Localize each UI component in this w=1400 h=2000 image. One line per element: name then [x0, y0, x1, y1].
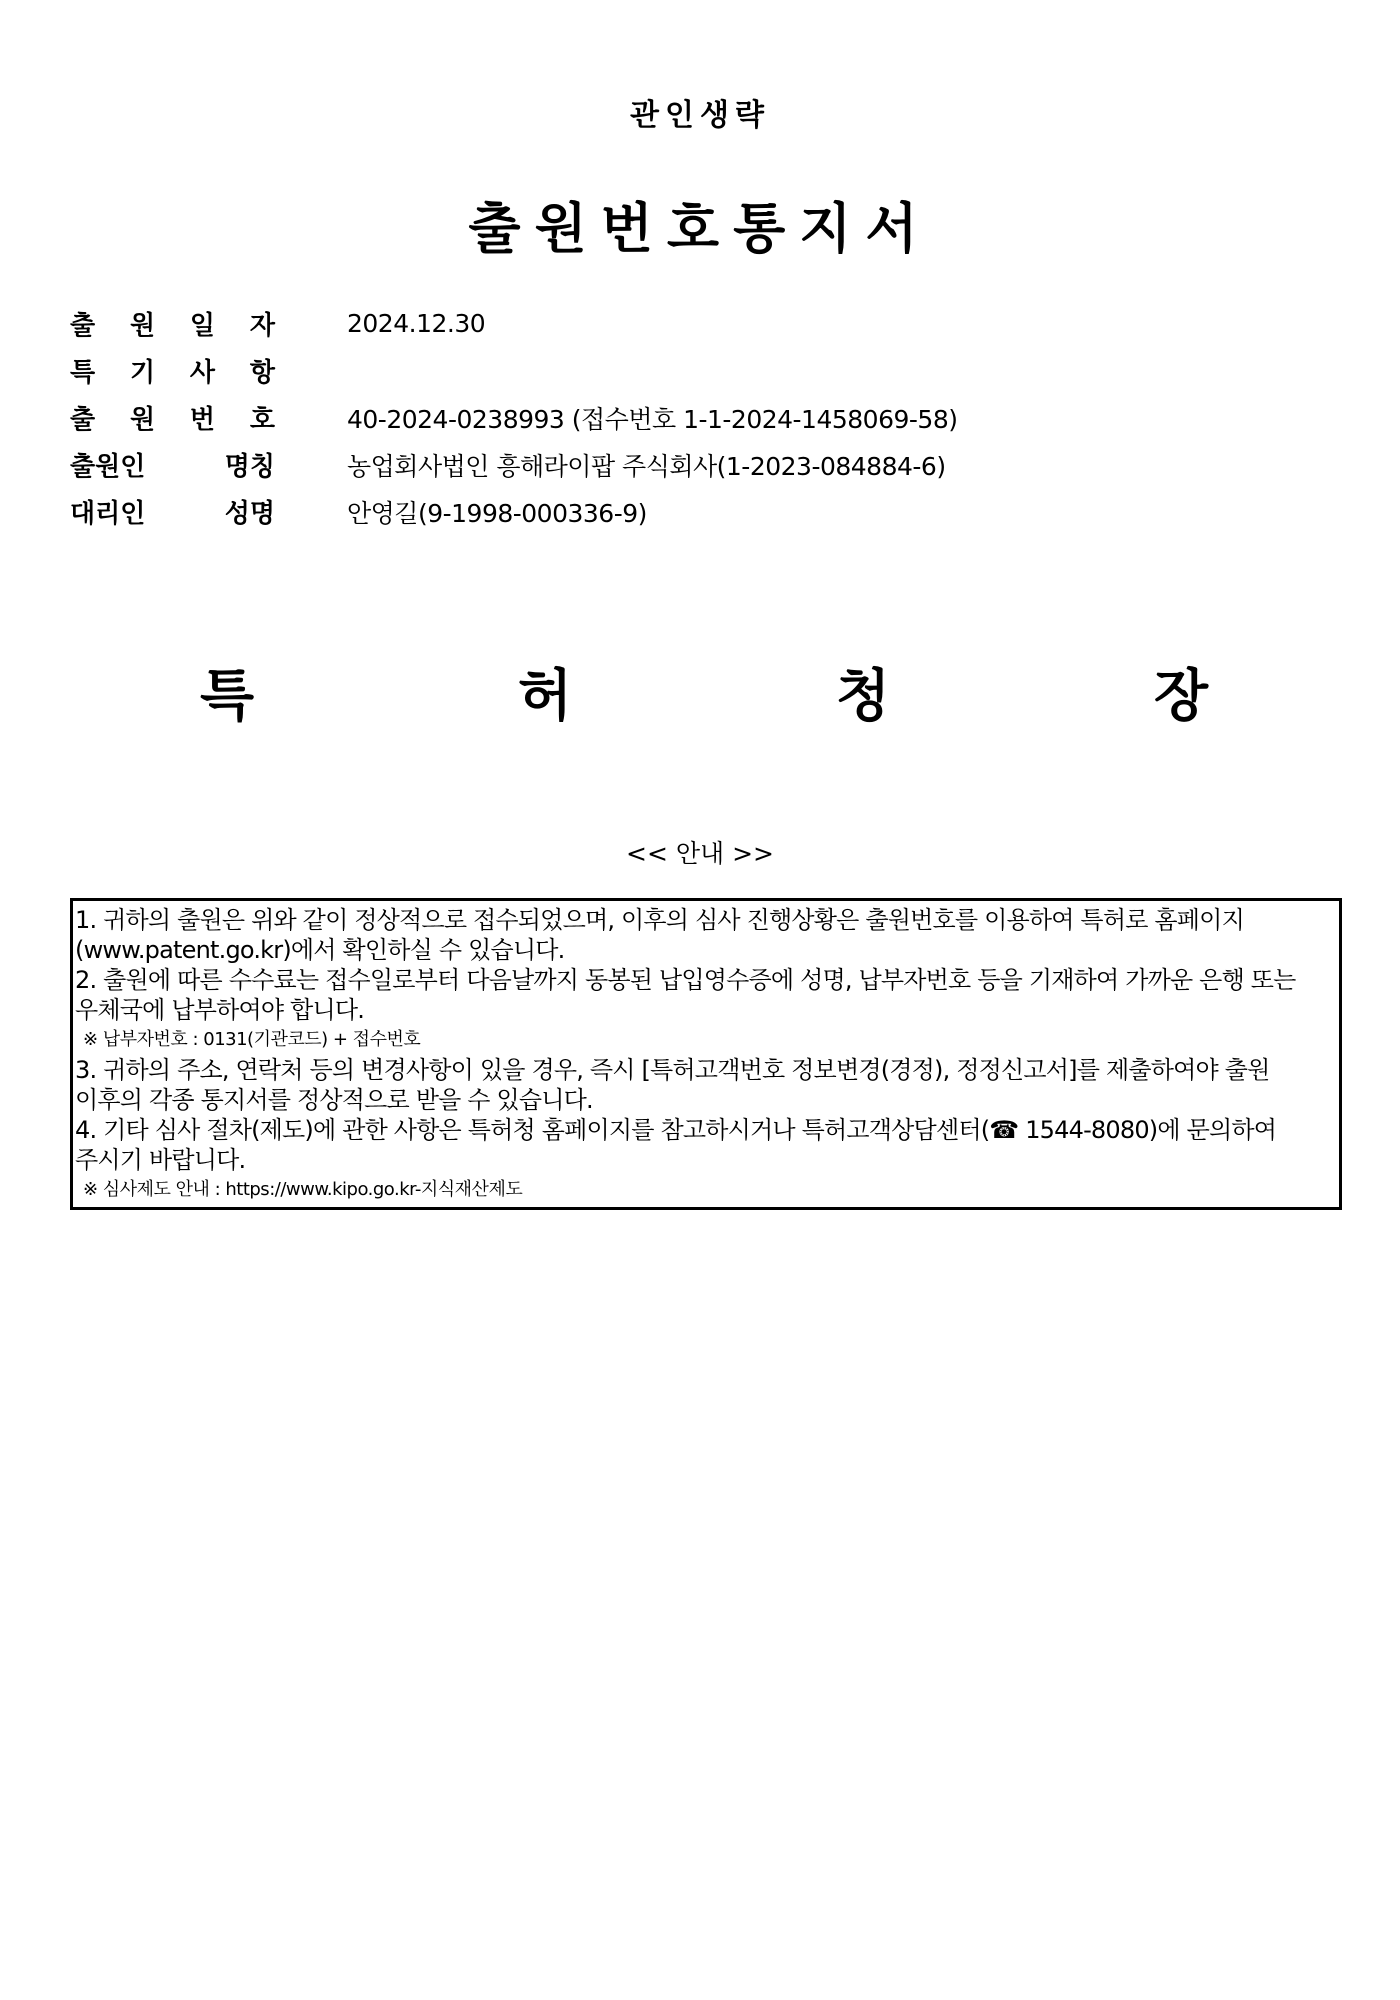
info-label: 출원인 명칭	[70, 452, 275, 482]
notice-item: 2. 출원에 따른 수수료는 접수일로부터 다음날까지 동봉된 납입영수증에 성명, 납부자번호 등을 기재하여 가까운 은행 또는 우체국에 납부하여야 합니다.	[75, 966, 1296, 1024]
application-number-value: 40-2024-0238993 (접수번호 1-1-2024-1458069-58)	[347, 404, 958, 434]
info-label: 특 기 사 항	[70, 358, 275, 388]
issuer-title	[0, 652, 1400, 729]
issuer-char: 장	[1154, 664, 1209, 729]
filing-date-value: 2024.12.30	[347, 309, 486, 338]
info-row-filing-date	[70, 300, 1330, 347]
notice-box	[70, 898, 1342, 1210]
issuer-char: 허	[518, 664, 573, 729]
omit-seal-text: 관인생략	[630, 98, 770, 133]
info-label: 대리인 성명	[70, 499, 275, 529]
application-info-table	[70, 300, 1330, 535]
issuer-char: 청	[836, 664, 891, 729]
info-row-special-notes	[70, 347, 1330, 394]
document-title: 출원번호통지서	[468, 197, 932, 260]
info-row-agent-name	[70, 488, 1330, 535]
applicant-name-value: 농업회사법인 흥해라이팝 주식회사(1-2023-084884-6)	[347, 451, 946, 481]
info-row-applicant-name	[70, 441, 1330, 488]
notice-subnote: ※ 납부자번호 : 0131(기관코드) + 접수번호	[83, 1029, 421, 1050]
notice-subnote: ※ 심사제도 안내 : https://www.kipo.go.kr-지식재산제도	[83, 1179, 523, 1200]
info-label: 출 원 일 자	[70, 311, 275, 341]
notice-item: 4. 기타 심사 절차(제도)에 관한 사항은 특허청 홈페이지를 참고하시거나 특허고객상담센터(☎ 1544-8080)에 문의하여 주시기 바랍니다.	[75, 1116, 1277, 1174]
issuer-char: 특	[200, 664, 255, 729]
agent-name-value: 안영길(9-1998-000336-9)	[347, 498, 647, 528]
info-label: 출 원 번 호	[70, 405, 275, 435]
info-row-application-number	[70, 394, 1330, 441]
notice-item: 1. 귀하의 출원은 위와 같이 정상적으로 접수되었으며, 이후의 심사 진행상황은 출원번호를 이용하여 특허로 홈페이지(www.patent.go.kr)에서 확인하실 수 있습니다.	[75, 906, 1244, 964]
notice-heading: << 안내 >>	[626, 839, 774, 868]
notice-item: 3. 귀하의 주소, 연락처 등의 변경사항이 있을 경우, 즉시 [특허고객번호 정보변경(경정), 정정신고서]를 제출하여야 출원 이후의 각종 통지서를 정상적으로 받을 수 있습니다.	[75, 1056, 1270, 1114]
